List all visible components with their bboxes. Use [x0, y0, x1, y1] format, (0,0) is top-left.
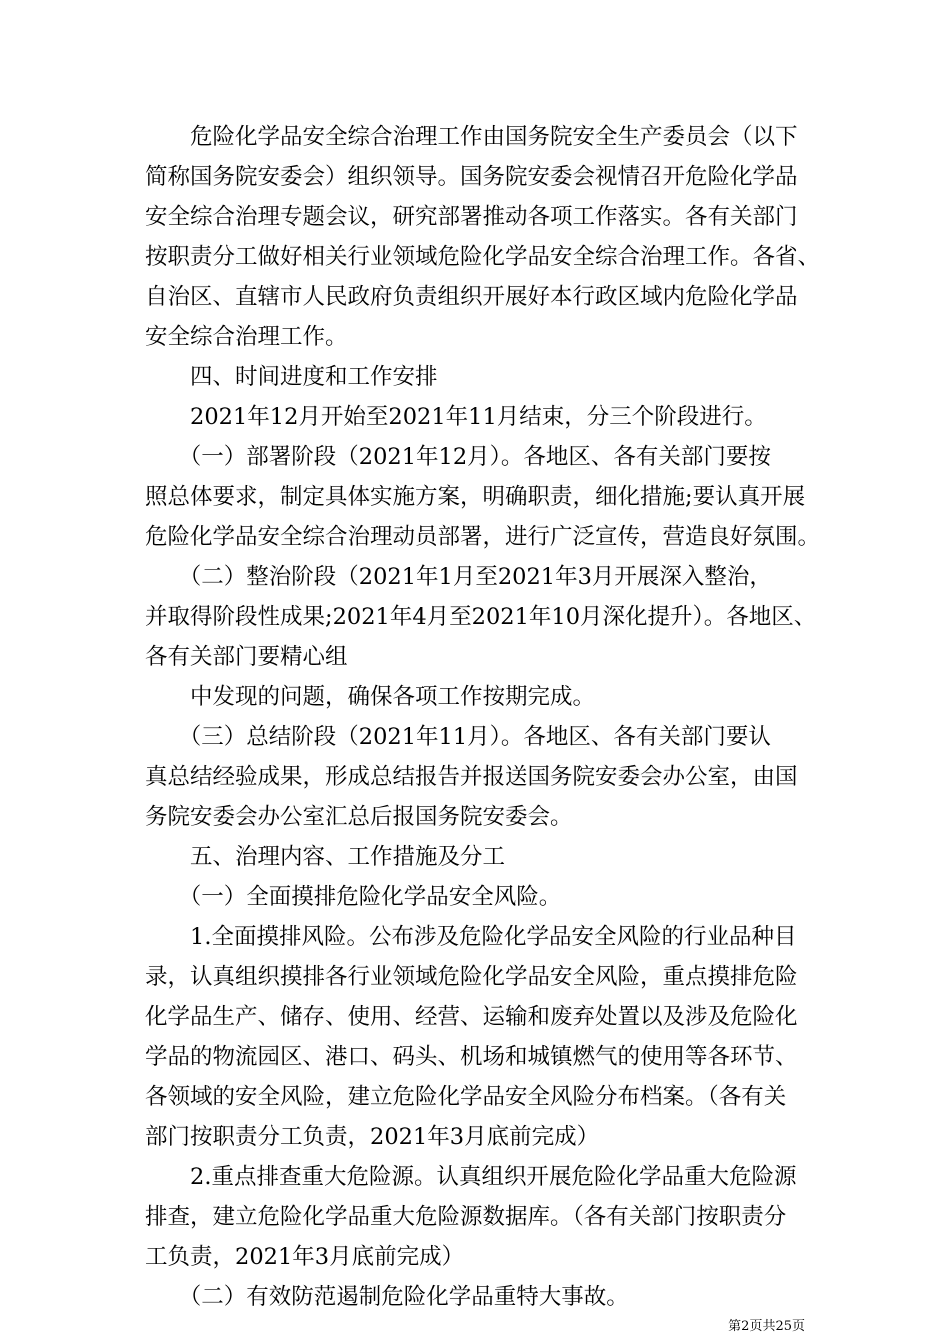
text-line: （三）总结阶段（2021年11月）。各地区、各有关部门要认	[145, 724, 771, 750]
text-line: 照总体要求，制定具体实施方案，明确职责，细化措施;要认真开展	[145, 484, 806, 510]
page-number: 第2页共25页	[728, 1319, 805, 1334]
text-line: 安全综合治理工作。	[145, 324, 348, 350]
text-line: 录，认真组织摸排各行业领域危险化学品安全风险，重点摸排危险	[145, 964, 798, 990]
text-line: 2.重点排查重大危险源。认真组织开展危险化学品重大危险源	[145, 1164, 797, 1190]
text-line: 学品的物流园区、港口、码头、机场和城镇燃气的使用等各环节、	[145, 1044, 798, 1070]
text-line: 1.全面摸排风险。公布涉及危险化学品安全风险的行业品种目	[145, 924, 797, 950]
section-heading: 五、治理内容、工作措施及分工	[145, 844, 506, 870]
text-line: 并取得阶段性成果;2021年4月至2021年10月深化提升）。各地区、	[145, 604, 817, 630]
text-line: 各有关部门要精心组	[145, 644, 348, 670]
text-line: 危险化学品安全综合治理工作由国务院安全生产委员会（以下	[145, 124, 798, 150]
text-line: 务院安委会办公室汇总后报国务院安委会。	[145, 804, 573, 830]
subsection-heading: （一）全面摸排危险化学品安全风险。	[145, 884, 562, 910]
text-line: 中发现的问题，确保各项工作按期完成。	[145, 684, 596, 710]
text-line: 2021年12月开始至2021年11月结束，分三个阶段进行。	[145, 404, 767, 430]
text-line: 排查，建立危险化学品重大危险源数据库。（各有关部门按职责分	[145, 1204, 787, 1230]
text-line: 各领域的安全风险，建立危险化学品安全风险分布档案。（各有关	[145, 1084, 787, 1110]
text-line: 简称国务院安委会）组织领导。国务院安委会视情召开危险化学品	[145, 164, 798, 190]
text-line: 自治区、直辖市人民政府负责组织开展好本行政区域内危险化学品	[145, 284, 798, 310]
text-line: 安全综合治理专题会议，研究部署推动各项工作落实。各有关部门	[145, 204, 798, 230]
text-line: 按职责分工做好相关行业领域危险化学品安全综合治理工作。各省、	[145, 244, 821, 270]
text-line: 部门按职责分工负责，2021年3月底前完成）	[145, 1124, 600, 1150]
section-heading: 四、时间进度和工作安排	[145, 364, 438, 390]
text-line: （一）部署阶段（2021年12月）。各地区、各有关部门要按	[145, 444, 771, 470]
text-line: 危险化学品安全综合治理动员部署，进行广泛宣传，营造良好氛围。	[145, 524, 821, 550]
text-line: （二）整治阶段（2021年1月至2021年3月开展深入整治，	[145, 564, 772, 590]
text-line: 化学品生产、储存、使用、经营、运输和废弃处置以及涉及危险化	[145, 1004, 798, 1030]
text-line: （二）有效防范遏制危险化学品重特大事故。	[145, 1284, 629, 1310]
text-line: 工负责，2021年3月底前完成）	[145, 1244, 465, 1270]
text-line: 真总结经验成果，形成总结报告并报送国务院安委会办公室，由国	[145, 764, 798, 790]
